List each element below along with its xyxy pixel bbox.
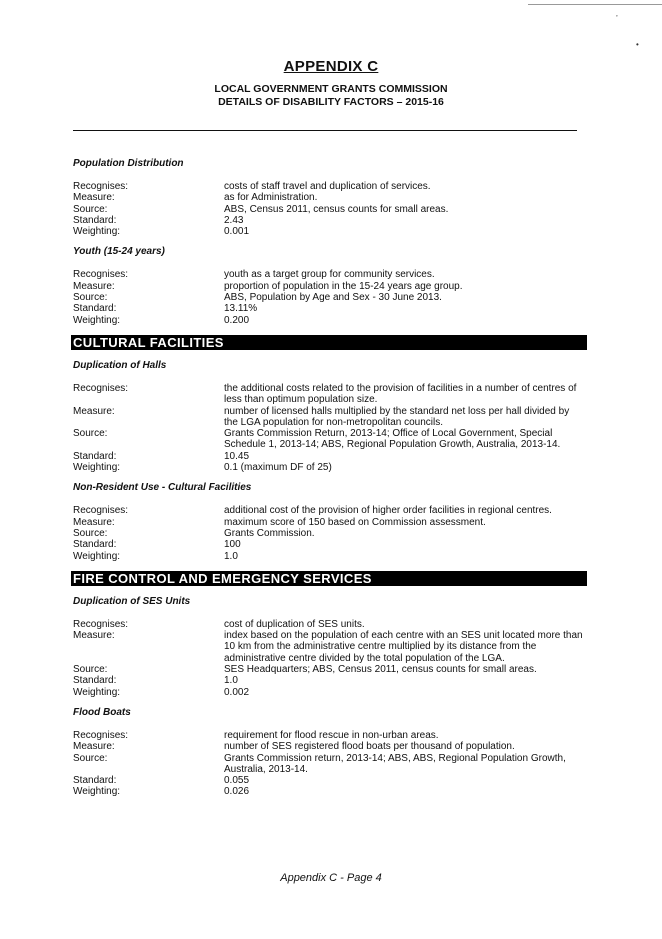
factor-value: 0.026 <box>224 786 250 798</box>
header-divider <box>73 130 577 131</box>
document-body <box>73 158 583 807</box>
factor-row <box>73 528 583 539</box>
page-subtitle-2: DETAILS OF DISABILITY FACTORS – 2015-16 <box>218 96 444 108</box>
factor-row <box>73 551 583 562</box>
factor-label: Standard: <box>73 539 117 551</box>
factor-row <box>73 192 583 203</box>
factor-value: 0.200 <box>224 314 250 326</box>
scan-speck: ’ <box>616 14 618 23</box>
factor-value: 1.0 <box>224 550 238 562</box>
factor-value: 0.1 (maximum DF of 25) <box>224 462 332 474</box>
top-border-line <box>528 4 662 5</box>
factor-value: Grants Commission Return, 2013-14; Office of Local Government, Special Schedule 1, 2013-14; ABS, Regional Population Growth, Australia, 2013-14. <box>224 428 561 451</box>
factor-label: Measure: <box>73 405 115 417</box>
factor-row <box>73 269 583 280</box>
factor-row <box>73 215 583 226</box>
factor-row <box>73 383 583 406</box>
factor-value: maximum score of 150 based on Commission assessment. <box>224 516 486 528</box>
factor-value: 13.11% <box>224 303 258 315</box>
factor-row <box>73 775 583 786</box>
factor-value: 10.45 <box>224 450 250 462</box>
page-subtitle-1: LOCAL GOVERNMENT GRANTS COMMISSION <box>214 83 448 95</box>
factor-row <box>73 630 583 664</box>
factor-value: additional cost of the provision of higher order facilities in regional centres. <box>224 505 552 517</box>
factor-row <box>73 428 583 451</box>
factor-group <box>73 246 583 325</box>
factor-value: 0.002 <box>224 686 250 698</box>
factor-row <box>73 303 583 314</box>
factor-row <box>73 226 583 237</box>
factor-label: Source: <box>73 664 108 676</box>
factor-label: Standard: <box>73 214 117 226</box>
factor-group <box>73 360 583 473</box>
factor-heading: Youth (15-24 years) <box>73 246 165 258</box>
factor-label: Weighting: <box>73 786 121 798</box>
factor-value: index based on the population of each centre with an SES unit located more than 10 km from the administrative centre multiplied by its distance from the administrative centre divided by the total population of the LGA. <box>224 630 583 664</box>
factor-label: Measure: <box>73 192 115 204</box>
factor-row <box>73 786 583 797</box>
factor-row <box>73 292 583 303</box>
factor-label: Measure: <box>73 516 115 528</box>
factor-label: Weighting: <box>73 550 121 562</box>
factor-label: Standard: <box>73 775 117 787</box>
factor-label: Weighting: <box>73 686 121 698</box>
factor-heading: Duplication of Halls <box>73 359 167 371</box>
factor-value: ABS, Population by Age and Sex - 30 June 2013. <box>224 292 442 304</box>
factor-label: Source: <box>73 203 108 215</box>
factor-row <box>73 753 583 776</box>
factor-label: Standard: <box>73 303 117 315</box>
factor-label: Recognises: <box>73 729 129 741</box>
factor-value: the additional costs related to the provision of facilities in a number of centres of less than optimum population size. <box>224 382 577 406</box>
factor-label: Standard: <box>73 675 117 687</box>
factor-heading: Duplication of SES Units <box>73 595 191 607</box>
factor-label: Weighting: <box>73 462 121 474</box>
factor-value: number of SES registered flood boats per thousand of population. <box>224 741 515 753</box>
factor-value: Grants Commission return, 2013-14; ABS, ABS, Regional Population Growth, Australia, 2013-14. <box>224 752 566 775</box>
factor-heading: Non-Resident Use - Cultural Facilities <box>73 482 252 494</box>
factor-value: requirement for flood rescue in non-urban areas. <box>224 729 439 741</box>
factor-value: as for Administration. <box>224 192 318 204</box>
factor-label: Standard: <box>73 450 117 462</box>
factor-label: Recognises: <box>73 181 129 192</box>
factor-group <box>73 482 583 561</box>
factor-value: cost of duplication of SES units. <box>224 618 365 630</box>
factor-label: Measure: <box>73 280 115 292</box>
factor-label: Measure: <box>73 741 115 753</box>
factor-value: proportion of population in the 15-24 years age group. <box>224 280 463 292</box>
factor-label: Weighting: <box>73 314 121 326</box>
factor-row <box>73 619 583 630</box>
factor-label: Recognises: <box>73 618 129 630</box>
factor-group <box>73 707 583 798</box>
section-bar: FIRE CONTROL AND EMERGENCY SERVICES <box>71 571 587 586</box>
factor-group <box>73 596 583 698</box>
factor-value: 1.0 <box>224 675 238 687</box>
factor-value: costs of staff travel and duplication of services. <box>224 181 431 192</box>
factor-row <box>73 181 583 192</box>
factor-label: Recognises: <box>73 269 129 281</box>
factor-row <box>73 741 583 752</box>
factor-row <box>73 451 583 462</box>
factor-row <box>73 539 583 550</box>
factor-label: Source: <box>73 527 108 539</box>
factor-label: Source: <box>73 292 108 304</box>
factor-row <box>73 406 583 429</box>
factor-value: 0.055 <box>224 775 250 787</box>
factor-row <box>73 505 583 516</box>
factor-value: 0.001 <box>224 226 250 238</box>
page-header <box>0 58 662 109</box>
section-bar: CULTURAL FACILITIES <box>71 335 587 350</box>
factor-group <box>73 158 583 237</box>
factor-value: youth as a target group for community services. <box>224 269 435 281</box>
scan-speck: • <box>636 40 639 49</box>
factor-row <box>73 675 583 686</box>
factor-label: Recognises: <box>73 505 129 517</box>
factor-value: 2.43 <box>224 214 244 226</box>
factor-value: ABS, Census 2011, census counts for small areas. <box>224 203 449 215</box>
factor-value: Grants Commission. <box>224 527 315 539</box>
page-title: APPENDIX C <box>283 58 379 75</box>
factor-row <box>73 730 583 741</box>
factor-value: SES Headquarters; ABS, Census 2011, census counts for small areas. <box>224 664 537 676</box>
factor-row <box>73 462 583 473</box>
factor-label: Recognises: <box>73 382 129 394</box>
factor-label: Measure: <box>73 630 115 642</box>
factor-label: Source: <box>73 752 108 764</box>
page-footer: Appendix C - Page 4 <box>280 872 382 884</box>
factor-heading: Flood Boats <box>73 706 131 718</box>
factor-row <box>73 687 583 698</box>
factor-row <box>73 204 583 215</box>
factor-label: Weighting: <box>73 226 121 238</box>
factor-label: Source: <box>73 428 108 440</box>
factor-heading: Population Distribution <box>73 158 184 169</box>
factor-value: number of licensed halls multiplied by the standard net loss per hall divided by the LGA population for non-metropolitan councils. <box>224 405 570 428</box>
factor-value: 100 <box>224 539 241 551</box>
factor-row <box>73 315 583 326</box>
factor-row <box>73 281 583 292</box>
factor-row <box>73 664 583 675</box>
factor-row <box>73 517 583 528</box>
